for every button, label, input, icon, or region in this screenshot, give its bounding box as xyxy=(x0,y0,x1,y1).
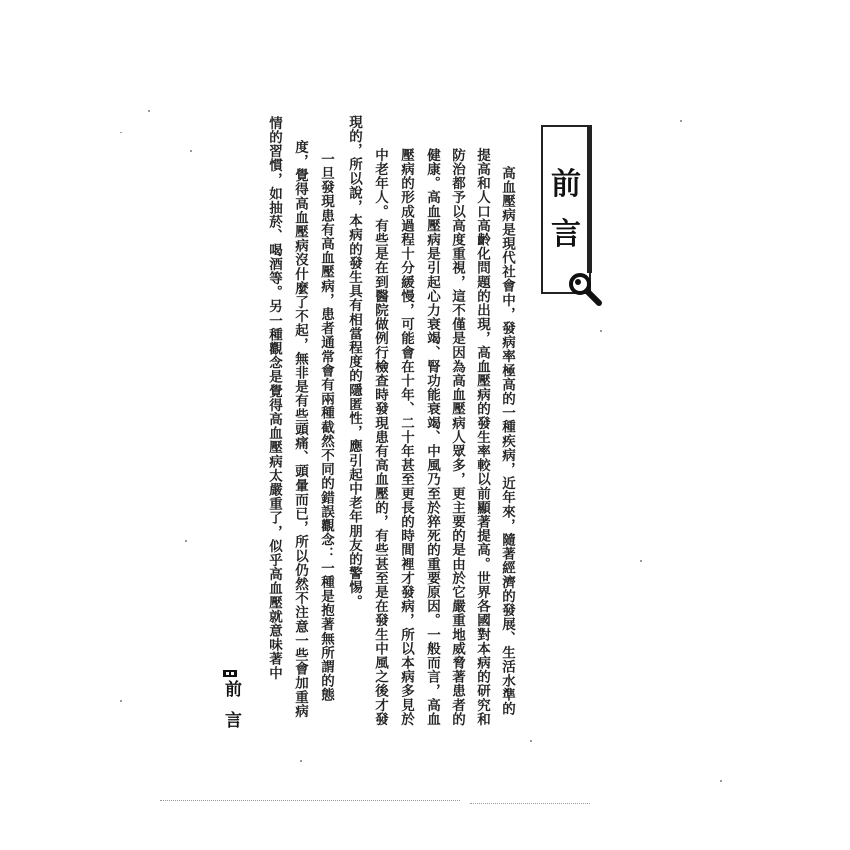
scan-speck xyxy=(640,560,642,562)
scan-speck xyxy=(190,150,192,152)
magnifier-icon xyxy=(566,270,606,310)
title-char-1: 前 xyxy=(551,166,581,202)
scan-speck xyxy=(120,700,122,702)
page-title xyxy=(543,127,589,292)
text-column-9: 度，覺得高血壓病沒什麼了不起，無非是有些頭痛、頭暈而已，所以仍然不注意一些會加重病 xyxy=(292,140,308,719)
title-char-2: 言 xyxy=(551,216,581,252)
scan-speck xyxy=(120,132,122,133)
scan-speck xyxy=(530,740,532,742)
scan-dotted-line xyxy=(160,800,460,802)
text-column-2: 提高和人口高齡化問題的出現，高血壓病的發生率較以前顯著提高。世界各國對本病的研究和 xyxy=(474,148,490,727)
title-box xyxy=(541,125,591,294)
footer-page-label: 前言 xyxy=(221,680,241,742)
text-column-5: 壓病的形成過程十分緩慢，可能會在十年、二十年甚至更長的時間裡才發病，所以本病多見於 xyxy=(398,148,414,727)
text-column-4: 健康。高血壓病是引起心力衰竭、腎功能衰竭、中風乃至於猝死的重要原因。一般而言，高血 xyxy=(424,148,440,727)
text-column-8: 一旦發現患有高血壓病，患者通常會有兩種截然不同的錯誤觀念：一種是抱著無所謂的態 xyxy=(318,152,334,702)
scan-speck xyxy=(680,120,682,122)
text-column-6: 中老年人。有些是在到醫院做例行檢查時發現患有高血壓的，有些甚至是在發生中風之後才發 xyxy=(372,148,388,727)
text-column-10: 情的習慣，如抽菸、喝酒等。另一種觀念是覺得高血壓病太嚴重了，似乎高血壓就意味著中 xyxy=(266,116,282,680)
text-column-7: 現的，所以說，本病的發生具有相當程度的隱匿性，應引起中老年朋友的警惕。 xyxy=(346,115,362,609)
scan-dotted-line xyxy=(470,803,590,805)
scan-speck xyxy=(300,760,302,762)
page-mark-icon xyxy=(223,669,237,678)
scan-speck xyxy=(720,780,722,782)
scan-speck xyxy=(185,540,187,542)
scan-speck xyxy=(148,110,150,112)
text-column-3: 防治都予以高度重視，這不僅是因為高血壓病人眾多，更主要的是由於它嚴重地威脅著患者的 xyxy=(449,148,465,727)
text-column-1: 高血壓病是現代社會中，發病率極高的一種疾病，近年來，隨著經濟的發展、生活水準的 xyxy=(499,166,515,716)
scan-speck xyxy=(600,330,602,332)
